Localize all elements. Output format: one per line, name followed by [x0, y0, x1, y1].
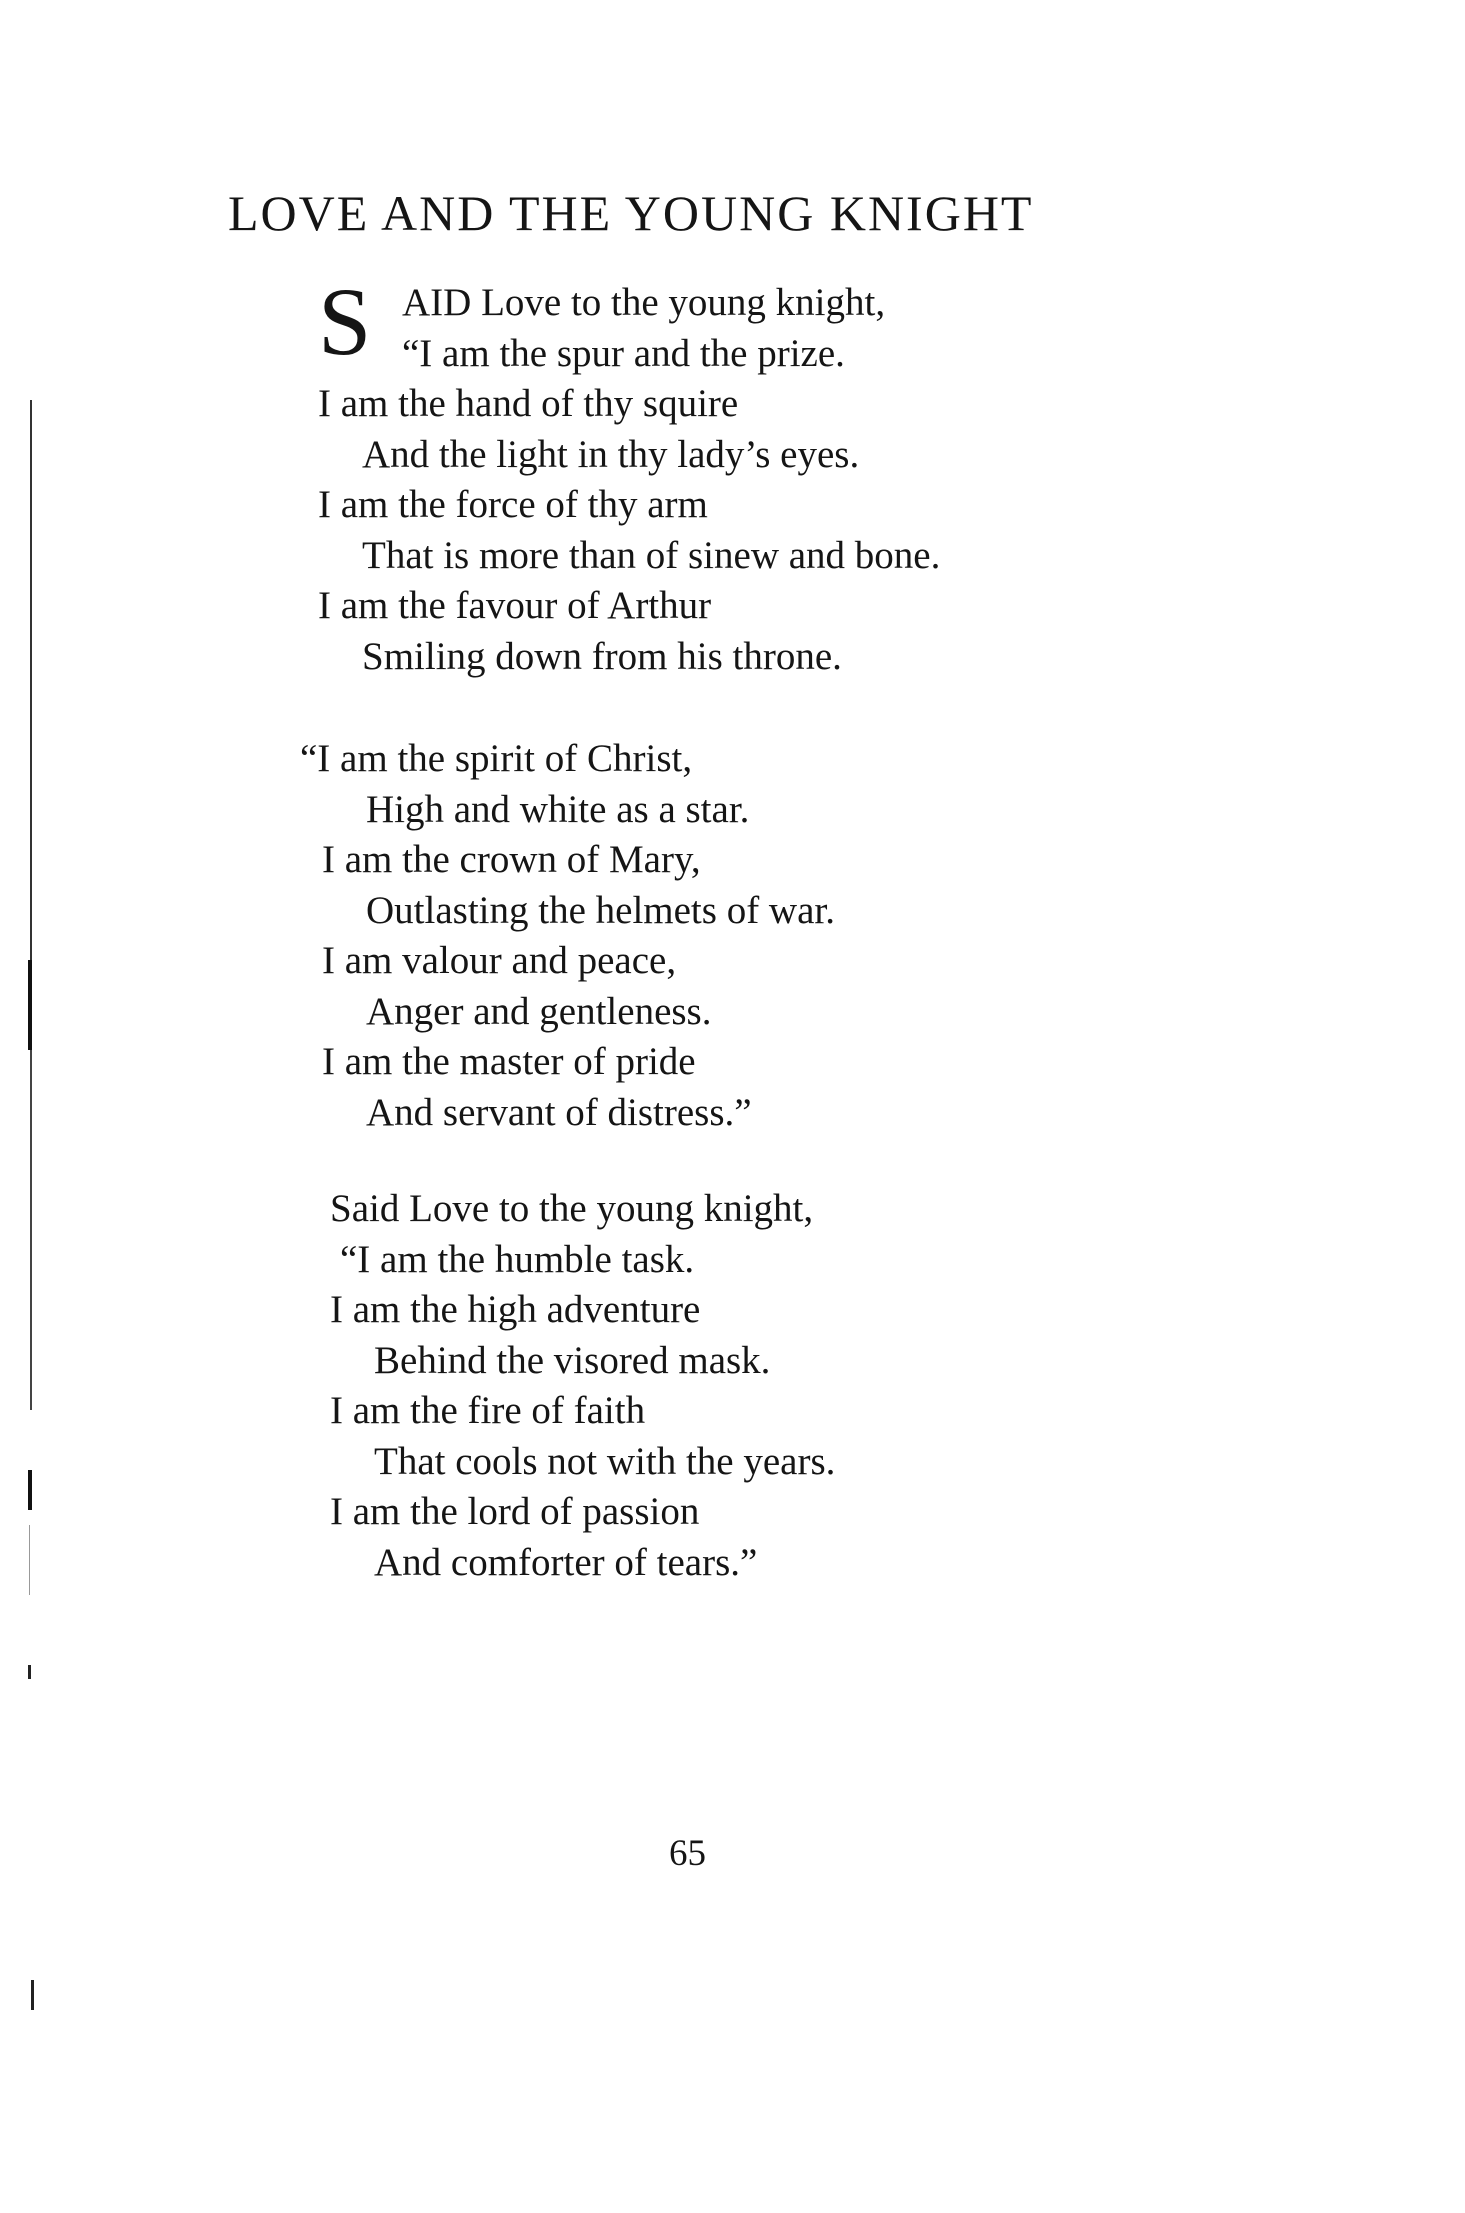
stanza-2 [300, 734, 835, 1138]
stanza-3-line-4: Behind the visored mask. [374, 1338, 771, 1382]
stanza-1 [318, 268, 941, 682]
stanza-3 [330, 1184, 835, 1588]
stanza-2-line-1: “I am the spirit of Christ, [300, 737, 693, 780]
line-text: AID Love to the young knight, [402, 281, 886, 324]
poem-title: LOVE AND THE YOUNG KNIGHT [228, 185, 1034, 241]
stanza-2-line-3: I am the crown of Mary, [322, 838, 701, 881]
stanza-1-line-3: I am the hand of thy squire [318, 382, 739, 425]
stanza-3-line-5: I am the fire of faith [330, 1389, 646, 1432]
stanza-2-line-2: High and white as a star. [366, 787, 750, 831]
stanza-3-line-2: “I am the humble task. [340, 1237, 695, 1281]
stanza-2-line-4: Outlasting the helmets of war. [366, 888, 835, 932]
stanza-2-line-7: I am the master of pride [322, 1040, 696, 1083]
stanza-3-line-7: I am the lord of passion [330, 1490, 700, 1533]
stanza-1-line-6: That is more than of sinew and bone. [362, 533, 941, 577]
stanza-3-line-3: I am the high adventure [330, 1288, 701, 1331]
stanza-3-line-6: That cools not with the years. [374, 1439, 836, 1483]
stanza-2-line-5: I am valour and peace, [322, 939, 677, 982]
stanza-1-line-4: And the light in thy lady’s eyes. [362, 432, 860, 476]
stanza-3-line-1: Said Love to the young knight, [330, 1187, 814, 1230]
stanza-1-line-2: “I am the spur and the prize. [402, 331, 845, 375]
stanza-1-line-5: I am the force of thy arm [318, 483, 708, 526]
page-number: 65 [669, 1833, 706, 1874]
stanza-1-line-7: I am the favour of Arthur [318, 584, 712, 627]
stanza-1-line-8: Smiling down from his throne. [362, 634, 842, 678]
stanza-2-line-8: And servant of distress.” [366, 1090, 752, 1134]
drop-cap-letter: S [318, 268, 372, 375]
stanza-2-line-6: Anger and gentleness. [366, 989, 712, 1033]
stanza-3-line-8: And comforter of tears.” [374, 1540, 758, 1584]
